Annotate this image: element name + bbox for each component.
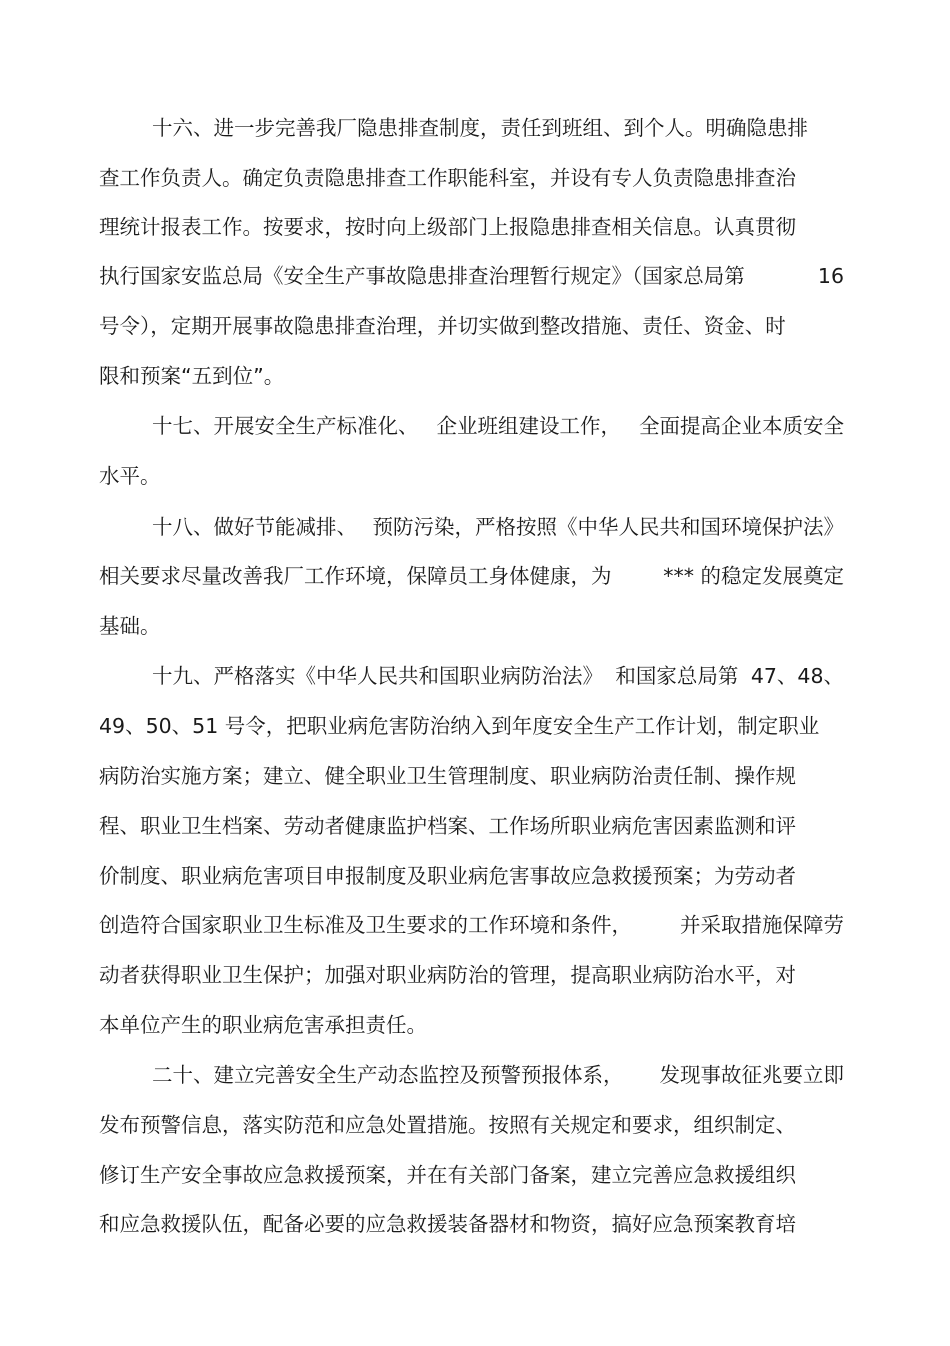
- text-line: [99, 608, 844, 644]
- text-line: [99, 708, 844, 744]
- text-segment: 相关要求尽量改善我厂工作环境，保障员工身体健康，为: [99, 564, 612, 588]
- text-segment: 发现事故征兆要立即: [659, 1063, 844, 1087]
- text-line: [99, 1107, 844, 1143]
- text-segment: 动者获得职业卫生保护；加强对职业病防治的管理，提高职业病防治水平，对: [99, 963, 796, 987]
- text-segment: *** 的稳定发展奠定: [663, 564, 844, 588]
- text-line: [99, 558, 844, 594]
- text-segment: 企业班组建设工作，: [436, 414, 621, 438]
- text-line: [99, 1157, 844, 1193]
- text-segment: 价制度、职业病危害项目申报制度及职业病危害事故应急救援预案；为劳动者: [99, 864, 796, 888]
- text-segment: 号令），定期开展事故隐患排查治理，并切实做到整改措施、责任、资金、时: [99, 314, 786, 338]
- text-line: [152, 110, 844, 146]
- text-line: [99, 858, 844, 894]
- text-line: [99, 758, 844, 794]
- text-segment: 47、48、: [750, 664, 844, 688]
- text-segment: 限和预案“五到位”。: [99, 364, 285, 388]
- text-segment: 十八、做好节能减排、: [152, 515, 357, 539]
- text-line: [99, 957, 844, 993]
- text-segment: 十九、严格落实《中华人民共和国职业病防治法》: [152, 664, 603, 688]
- text-segment: 十六、进一步完善我厂隐患排查制度，责任到班组、到个人。明确隐患排: [152, 116, 808, 140]
- text-segment: 创造符合国家职业卫生标准及卫生要求的工作环境和条件，: [99, 913, 632, 937]
- text-line: [152, 1057, 844, 1093]
- text-segment: 修订生产安全事故应急救援预案，并在有关部门备案，建立完善应急救援组织: [99, 1163, 796, 1187]
- text-line: [99, 160, 844, 196]
- text-line: [99, 358, 844, 394]
- text-line: [99, 209, 844, 245]
- text-segment: 16: [817, 264, 844, 288]
- text-line: [99, 1206, 844, 1242]
- text-segment: 预防污染，严格按照《中华人民共和国环境保护法》: [372, 515, 844, 539]
- text-segment: 和国家总局第: [615, 664, 739, 688]
- text-segment: 并采取措施保障劳: [680, 913, 844, 937]
- text-segment: 查工作负责人。确定负责隐患排查工作职能科室，并设有专人负责隐患排查治: [99, 166, 796, 190]
- text-segment: 49、50、51 号令，把职业病危害防治纳入到年度安全生产工作计划，制定职业: [99, 714, 820, 738]
- text-line: [152, 509, 844, 545]
- text-segment: 基础。: [99, 614, 161, 638]
- text-segment: 程、职业卫生档案、劳动者健康监护档案、工作场所职业病危害因素监测和评: [99, 814, 796, 838]
- text-segment: 理统计报表工作。按要求，按时向上级部门上报隐患排查相关信息。认真贯彻: [99, 215, 796, 239]
- text-line: [99, 458, 844, 494]
- text-segment: 病防治实施方案；建立、健全职业卫生管理制度、职业病防治责任制、操作规: [99, 764, 796, 788]
- text-line: [99, 808, 844, 844]
- text-line: [152, 408, 844, 444]
- text-segment: 本单位产生的职业病危害承担责任。: [99, 1013, 427, 1037]
- text-segment: 十七、开展安全生产标准化、: [152, 414, 419, 438]
- text-segment: 全面提高企业本质安全: [639, 414, 844, 438]
- text-line: [152, 658, 844, 694]
- text-segment: 水平。: [99, 464, 161, 488]
- text-line: [99, 907, 844, 943]
- text-segment: 发布预警信息，落实防范和应急处置措施。按照有关规定和要求，组织制定、: [99, 1113, 796, 1137]
- text-line: [99, 1007, 844, 1043]
- text-line: [99, 308, 844, 344]
- text-segment: 二十、建立完善安全生产动态监控及预警预报体系，: [152, 1063, 624, 1087]
- text-segment: 和应急救援队伍，配备必要的应急救援装备器材和物资，搞好应急预案教育培: [99, 1212, 796, 1236]
- text-line: [99, 258, 844, 294]
- text-segment: 执行国家安监总局《安全生产事故隐患排查治理暂行规定》（国家总局第: [99, 264, 745, 288]
